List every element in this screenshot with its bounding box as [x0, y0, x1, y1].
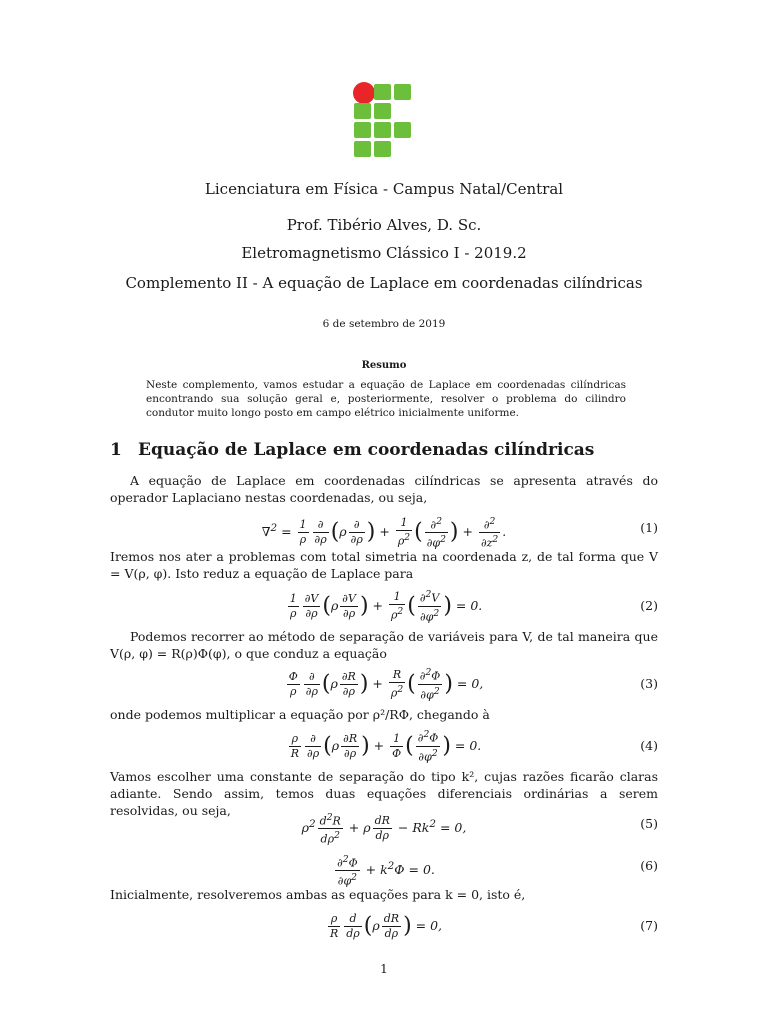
logo-square: [394, 84, 411, 100]
equation-5-body: $\rho^2$ $\frac{d^2R}{d\rho^2}$ + ρ $\frac{dR}{d\rho}$ − $Rk^2 = 0$,: [301, 811, 467, 846]
paragraph-4: onde podemos multiplicar a equação por ρ²/RΦ, chegando à: [110, 707, 490, 722]
document-date: 6 de setembro de 2019: [322, 318, 446, 330]
logo-square: [374, 84, 391, 100]
header-line-course: Licenciatura em Física - Campus Natal/Central: [204, 180, 564, 198]
equation-3: [110, 664, 658, 704]
equation-number: (4): [640, 738, 658, 753]
equation-1-body: ∇$^2$ = $\frac{1}{\rho}$ $\frac{\partial}{\partial\rho}$ (ρ $\frac{\partial}{\partial\rho}$ ) + $\frac{1}{\rho^2}$ ( $\frac{\partial^2}{\partial\varphi^2}$ ) + $\frac{\partial^2}{\partial z^2}$ .: [261, 515, 507, 550]
section-number: 1: [110, 440, 122, 460]
section-title: Equação de Laplace em coordenadas cilíndricas: [138, 440, 595, 460]
logo-square: [354, 103, 371, 119]
equation-number: (7): [640, 918, 658, 933]
equation-2: [110, 586, 658, 626]
section-heading: [110, 440, 594, 460]
header-line-subject: Eletromagnetismo Clássico I - 2019.2: [241, 244, 527, 262]
equation-number: (1): [640, 520, 658, 535]
equation-1: [110, 508, 658, 548]
logo-red-dot: [353, 82, 375, 104]
equation-number: (3): [640, 676, 658, 691]
paragraph-6: Inicialmente, resolveremos ambas as equações para k = 0, isto é,: [110, 887, 526, 902]
equation-3-body: $\frac{\Phi}{\rho}$ $\frac{\partial}{\partial\rho}$ (ρ $\frac{\partial R}{\partial\rho}$ ) + $\frac{R}{\rho^2}$ ( $\frac{\partial^2\Phi}{\partial\varphi^2}$ ) = 0,: [288, 667, 484, 702]
equation-number: (6): [640, 858, 658, 873]
equation-7: [110, 906, 658, 946]
abstract-text: Neste complemento, vamos estudar a equação de Laplace em coordenadas cilíndricas encontrando sua solução geral e, posteriormente, resolver o problema do cilindro condutor muito longo posto em campo elétrico inicialmente uniforme.: [146, 379, 626, 419]
equation-2-body: $\frac{1}{\rho}$ $\frac{\partial V}{\partial\rho}$ (ρ $\frac{\partial V}{\partial\rho}$ ) + $\frac{1}{\rho^2}$ ( $\frac{\partial^2V}{\partial\varphi^2}$ ) = 0.: [289, 589, 483, 624]
abstract-title: Resumo: [361, 360, 407, 371]
equation-number: (5): [640, 816, 658, 831]
equation-4-body: $\frac{\rho}{R}$ $\frac{\partial}{\partial\rho}$ (ρ $\frac{\partial R}{\partial\rho}$ ) + $\frac{1}{\Phi}$ ( $\frac{\partial^2\Phi}{\partial\varphi^2}$ ) = 0.: [290, 729, 482, 764]
paragraph-1: A equação de Laplace em coordenadas cilíndricas se apresenta através do operador Laplaciano nestas coordenadas, ou seja,: [110, 473, 658, 505]
logo-square: [374, 103, 391, 119]
logo-square: [394, 122, 411, 138]
paragraph-2: Iremos nos ater a problemas com total simetria na coordenada z, de tal forma que V = V(ρ, φ). Isto reduz a equação de Laplace para: [110, 549, 658, 581]
equation-6: [110, 846, 658, 886]
paragraph-3: Podemos recorrer ao método de separação de variáveis para V, de tal maneira que V(ρ, φ) = R(ρ)Φ(φ), o que conduz a equação: [110, 629, 658, 661]
equation-number: (2): [640, 598, 658, 613]
institution-logo: [352, 82, 414, 158]
logo-square: [374, 141, 391, 157]
equation-5: [110, 804, 658, 844]
equation-7-body: $\frac{\rho}{R}$ $\frac{d}{d\rho}$ (ρ $\frac{dR}{d\rho}$ ) = 0,: [329, 912, 443, 940]
page-number: 1: [380, 962, 388, 976]
paragraph-5: Vamos escolher uma constante de separação do tipo k², cujas razões ficarão claras adiante. Sendo assim, temos duas equações diferenciais ordinárias a serem resolvidas, ou seja,: [110, 769, 658, 818]
header-line-title: Complemento II - A equação de Laplace em coordenadas cilíndricas: [125, 274, 643, 292]
logo-square: [374, 122, 391, 138]
header-line-professor: Prof. Tibério Alves, D. Sc.: [286, 216, 482, 234]
equation-4: [110, 726, 658, 766]
logo-square: [354, 122, 371, 138]
logo-square: [354, 141, 371, 157]
equation-6-body: $\frac{\partial^2\Phi}{\partial\varphi^2}$ + $k^2\Phi = 0$.: [337, 853, 435, 888]
